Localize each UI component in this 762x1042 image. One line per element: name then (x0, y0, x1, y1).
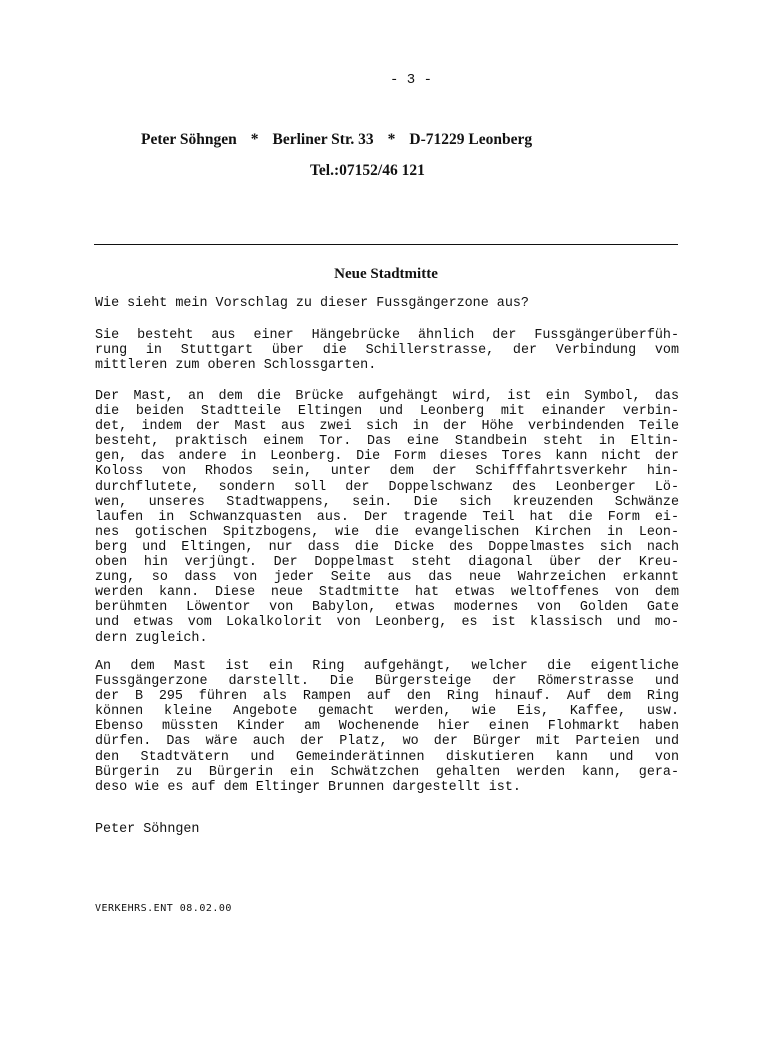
letterhead (141, 131, 641, 149)
file-reference-footer: VERKEHRS.ENT 08.02.00 (95, 903, 232, 914)
text-line: deso wie es auf dem Eltinger Brunnen dargestellt ist. (95, 779, 521, 795)
text-line: die beiden Stadtteile Eltingen und Leonberg mit einander verbin- (95, 404, 679, 420)
text-line: zung, so dass von jeder Seite aus das neue Wahrzeichen erkannt (95, 570, 679, 586)
text-line: können kleine Angebote gemacht werden, wie Eis, Kaffee, usw. (95, 704, 679, 720)
text-line: wen, unseres Stadtwappens, sein. Die sich kreuzenden Schwänze (95, 494, 679, 510)
paragraph-3 (95, 659, 679, 795)
signature: Peter Söhngen (95, 822, 200, 837)
letterhead-phone: Tel.:07152/46 121 (310, 162, 425, 179)
letterhead-street: Berliner Str. 33 (272, 131, 374, 148)
text-line: besteht, praktisch einem Tor. Das eine Standbein steht in Eltin- (95, 434, 679, 450)
text-line: Der Mast, an dem die Brücke aufgehängt wird, ist ein Symbol, das (95, 389, 679, 404)
text-line: Koloss von Rhodos sein, unter dem der Schifffahrtsverkehr hin- (95, 464, 679, 480)
letterhead-city: D-71229 Leonberg (409, 131, 533, 148)
text-line: werden kann. Diese neue Stadtmitte hat etwas weltoffenes von dem (95, 585, 679, 601)
page-number: - 3 - (389, 72, 432, 88)
text-line: laufen in Schwanzquasten aus. Der tragende Teil hat die Form ei- (95, 509, 679, 525)
header-divider (94, 244, 678, 245)
text-line: Ebenso müssten Kinder am Wochenende hier einen Flohmarkt haben (95, 719, 679, 735)
text-line: Bürgerin zu Bürgerin ein Schwätzchen gehalten werden kann, gera- (95, 764, 679, 780)
text-line: Wie sieht mein Vorschlag zu dieser Fussgängerzone aus? (95, 296, 529, 311)
question-line (95, 296, 679, 311)
text-line: und etwas vom Lokalkolorit von Leonberg, es ist klassisch und mo- (95, 615, 679, 631)
text-line: den Stadtvätern und Gemeinderätinnen diskutieren kann und von (95, 749, 679, 765)
text-line: dürfen. Das wäre auch der Platz, wo der Bürger mit Parteien und (95, 734, 679, 750)
letterhead-separator: * (250, 131, 259, 148)
text-line: rung in Stuttgart über die Schillerstrasse, der Verbindung vom (95, 343, 679, 359)
document-title: Neue Stadtmitte (334, 266, 438, 282)
text-line: nes gotischen Spitzbogens, wie die evangelischen Kirchen in Leon- (95, 524, 679, 540)
text-line: durchflutete, sondern soll der Doppelschwanz des Leonberger Lö- (95, 479, 679, 495)
text-line: gen, das andere in Leonberg. Die Form dieses Tores kann nicht der (95, 449, 679, 465)
text-line: berühmten Löwentor von Babylon, etwas modernes von Golden Gate (95, 600, 679, 616)
text-line: Fussgängerzone darstellt. Die Bürgersteige der Römerstrasse und (95, 674, 679, 690)
text-line: der B 295 führen als Rampen auf den Ring hinauf. Auf dem Ring (95, 689, 679, 705)
text-line: det, indem der Mast aus zwei sich in der Höhe verbindenden Teile (95, 419, 679, 435)
letterhead-separator: * (387, 131, 396, 148)
text-line: An dem Mast ist ein Ring aufgehängt, welcher die eigentliche (95, 659, 679, 674)
text-line: oben hin verjüngt. Der Doppelmast steht diagonal über der Kreu- (95, 555, 679, 571)
text-line: Sie besteht aus einer Hängebrücke ähnlich der Fussgängerüberfüh- (95, 328, 679, 343)
text-line: mittleren zum oberen Schlossgarten. (95, 358, 377, 374)
letterhead-name: Peter Söhngen (141, 131, 237, 148)
paragraph-1 (95, 328, 679, 373)
text-line: berg und Eltingen, nur dass die Dicke des Doppelmastes sich nach (95, 539, 679, 555)
paragraph-2 (95, 389, 679, 646)
text-line: dern zugleich. (95, 630, 208, 646)
